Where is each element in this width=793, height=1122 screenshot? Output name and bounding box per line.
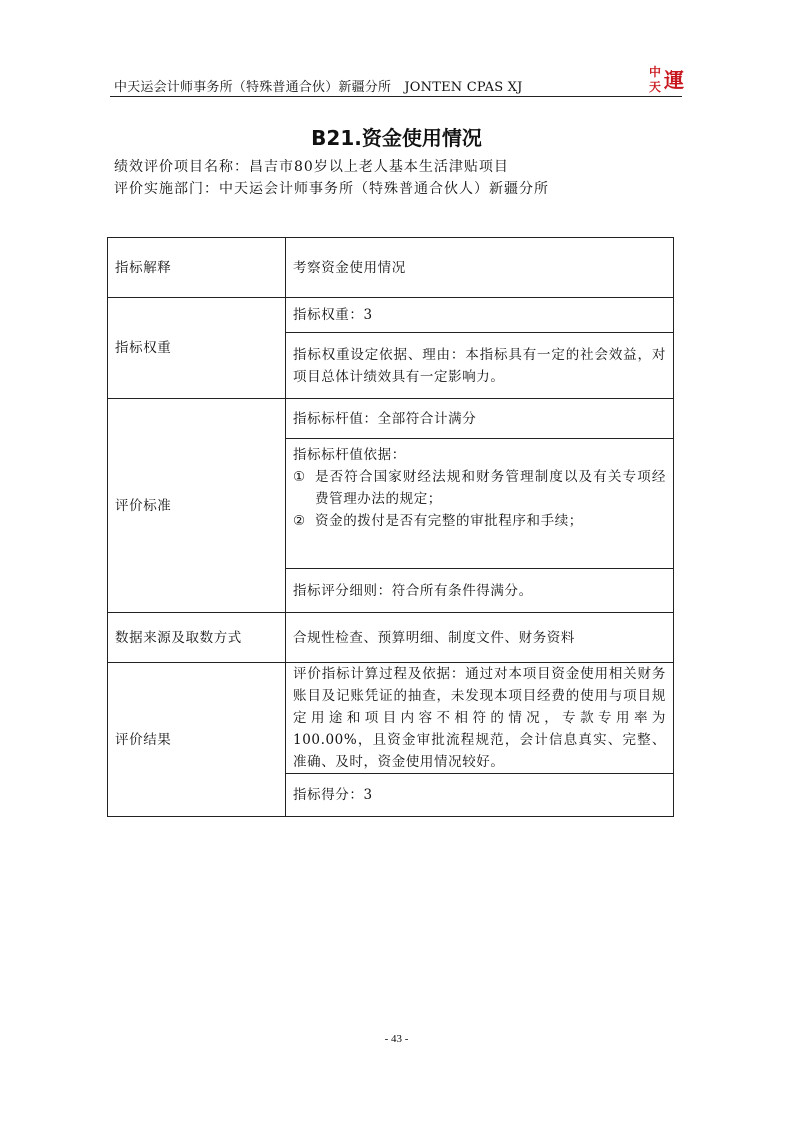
weight-label: 指标权重 xyxy=(108,298,286,399)
benchmark-basis-title: 指标标杆值依据： xyxy=(293,447,406,463)
basis-item-number: ② xyxy=(293,513,306,529)
source-value: 合规性检查、预算明细、制度文件、财务资料 xyxy=(286,613,674,663)
weight-value: 指标权重：3 xyxy=(286,298,674,333)
logo-char-3: 運 xyxy=(664,68,684,92)
explain-label: 指标解释 xyxy=(108,238,286,298)
logo-char-2: 天 xyxy=(649,80,662,94)
page-number: - 43 - xyxy=(384,1033,409,1045)
basis-item-text: 资金的拨付是否有完整的审批程序和手续； xyxy=(315,513,583,529)
explain-value: 考察资金使用情况 xyxy=(286,238,674,298)
basis-item-text: 是否符合国家财经法规和财务管理制度以及有关专项经费管理办法的规定； xyxy=(315,469,666,507)
department-line: 评价实施部门：中天运会计师事务所（特殊普通合伙人）新疆分所 xyxy=(114,181,549,197)
result-process: 评价指标计算过程及依据：通过对本项目资金使用相关财务账目及记账凭证的抽查，未发现本项目经费的使用与项目规定用途和项目内容不相符的情况，专款专用率为100.00%，且资金审批流程规范，会计信息真实、完整、准确、及时，资金使用情况较好。 xyxy=(286,663,674,774)
header-divider xyxy=(110,96,682,97)
basis-item-number: ① xyxy=(293,469,306,485)
project-name-line: 绩效评价项目名称：昌吉市80岁以上老人基本生活津贴项目 xyxy=(114,159,509,175)
benchmark-value: 指标标杆值：全部符合计满分 xyxy=(286,399,674,439)
standard-label: 评价标准 xyxy=(108,399,286,613)
source-label: 数据来源及取数方式 xyxy=(108,613,286,663)
page-title: B21.资金使用情况 xyxy=(311,126,482,150)
firm-logo xyxy=(649,64,685,96)
header-firm-name: 中天运会计师事务所（特殊普通合伙）新疆分所 JONTEN CPAS XJ xyxy=(114,80,523,95)
indicator-table xyxy=(107,237,674,817)
scoring-detail: 指标评分细则：符合所有条件得满分。 xyxy=(286,569,674,613)
weight-basis: 指标权重设定依据、理由：本指标具有一定的社会效益，对项目总体计绩效具有一定影响力。 xyxy=(286,333,674,399)
result-score: 指标得分：3 xyxy=(286,774,674,817)
logo-char-1: 中 xyxy=(649,65,662,79)
benchmark-basis xyxy=(286,439,674,569)
basis-item xyxy=(293,466,666,510)
result-label: 评价结果 xyxy=(108,663,286,817)
basis-item xyxy=(293,510,666,532)
